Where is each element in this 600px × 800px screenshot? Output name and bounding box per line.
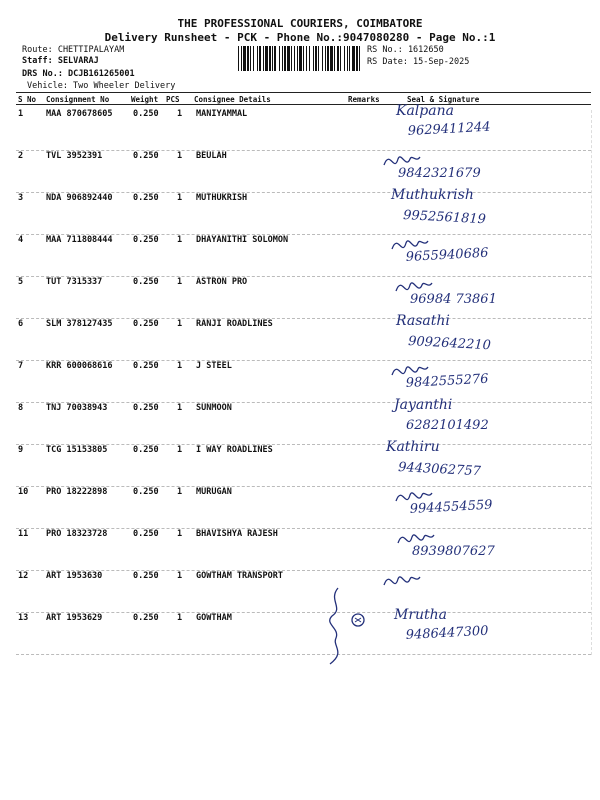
row-separator xyxy=(16,654,591,655)
row-consignee: DHAYANITHI SOLOMON xyxy=(196,235,289,245)
row-sno: 8 xyxy=(18,403,24,413)
barcode-bar xyxy=(253,46,254,71)
barcode-bar xyxy=(284,46,286,71)
drs-number: DRS No.: DCJB161265001 xyxy=(22,69,135,79)
barcode-bar xyxy=(282,46,283,71)
barcode-bar xyxy=(250,46,251,71)
barcode-bar xyxy=(243,46,246,71)
row-sno: 4 xyxy=(18,235,24,245)
col-consignee: Consignee Details xyxy=(194,95,271,104)
row-consignee: SUNMOON xyxy=(196,403,232,413)
row-sno: 3 xyxy=(18,193,24,203)
signature-phone: 9629411244 xyxy=(407,119,491,139)
row-sno: 11 xyxy=(18,529,29,539)
row-weight: 0.250 xyxy=(133,235,159,245)
row-sno: 6 xyxy=(18,319,24,329)
signature-phone: 6282101492 xyxy=(406,418,489,433)
barcode-bar xyxy=(344,46,345,71)
barcode xyxy=(237,46,363,71)
row-sno: 13 xyxy=(18,613,29,623)
row-consignee: J STEEL xyxy=(196,361,232,371)
barcode-bar xyxy=(340,46,341,71)
row-consignment-number: MAA 711808444 xyxy=(46,235,113,245)
barcode-bar xyxy=(337,46,339,71)
rs-date: RS Date: 15-Sep-2025 xyxy=(367,57,470,67)
signature-name: Jayanthi xyxy=(394,397,453,413)
signature-scribble xyxy=(398,535,434,543)
signature-name: Mrutha xyxy=(394,607,448,623)
signature-scribble xyxy=(392,367,428,375)
col-weight: Weight xyxy=(131,95,159,104)
row-weight: 0.250 xyxy=(133,571,159,581)
barcode-bar xyxy=(299,46,302,71)
row-consignment-number: TNJ 70038943 xyxy=(46,403,108,413)
route-label: Route: CHETTIPALAYAM xyxy=(22,45,125,55)
row-weight: 0.250 xyxy=(133,193,159,203)
barcode-bar xyxy=(247,46,249,71)
signature-phone: 9842555276 xyxy=(405,371,489,391)
barcode-bar xyxy=(327,46,329,71)
signature-phone: 9842321679 xyxy=(398,166,481,181)
barcode-bar xyxy=(322,46,323,71)
signature-name: Kalpana xyxy=(396,103,454,119)
row-consignee: MURUGAN xyxy=(196,487,232,497)
row-pcs: 1 xyxy=(177,613,183,623)
row-weight: 0.250 xyxy=(133,361,159,371)
col-seal: Seal & Signature xyxy=(407,95,480,104)
rs-number: RS No.: 1612650 xyxy=(367,45,444,55)
barcode-bar xyxy=(313,46,314,71)
signature-phone: 96984 73861 xyxy=(410,292,497,307)
col-consignment: Consignment No xyxy=(46,95,110,104)
signature-scribble xyxy=(396,493,432,501)
barcode-bar xyxy=(259,46,261,71)
row-weight: 0.250 xyxy=(133,319,159,329)
barcode-bar xyxy=(352,46,355,71)
row-pcs: 1 xyxy=(177,571,183,581)
barcode-bar xyxy=(359,46,360,71)
barcode-bar xyxy=(287,46,290,71)
barcode-bar xyxy=(347,46,348,71)
barcode-bar xyxy=(349,46,350,71)
barcode-bar xyxy=(325,46,326,71)
row-pcs: 1 xyxy=(177,319,183,329)
signature-phone: 8939807627 xyxy=(412,544,495,559)
signature-phone: 9944554559 xyxy=(409,497,493,517)
barcode-bar xyxy=(294,46,295,71)
barcode-bar xyxy=(303,46,304,71)
row-pcs: 1 xyxy=(177,277,183,287)
barcode-bar xyxy=(309,46,310,71)
col-sno: S No xyxy=(18,95,37,104)
company-title: THE PROFESSIONAL COURIERS, COIMBATORE xyxy=(177,17,423,30)
row-pcs: 1 xyxy=(177,193,183,203)
row-consignee: BEULAH xyxy=(196,151,227,161)
row-pcs: 1 xyxy=(177,445,183,455)
signature-name: Kathiru xyxy=(386,439,440,455)
row-pcs: 1 xyxy=(177,361,183,371)
signature-name: Rasathi xyxy=(396,313,450,329)
row-weight: 0.250 xyxy=(133,445,159,455)
barcode-bar xyxy=(291,46,292,71)
row-sno: 12 xyxy=(18,571,29,581)
row-consignment-number: KRR 600068616 xyxy=(46,361,113,371)
row-weight: 0.250 xyxy=(133,109,159,119)
barcode-bar xyxy=(306,46,307,71)
row-consignment-number: TVL 3952391 xyxy=(46,151,103,161)
row-weight: 0.250 xyxy=(133,613,159,623)
row-consignment-number: TUT 7315337 xyxy=(46,277,103,287)
barcode-bar xyxy=(274,46,276,71)
row-pcs: 1 xyxy=(177,403,183,413)
barcode-bar xyxy=(279,46,280,71)
row-sno: 10 xyxy=(18,487,29,497)
row-pcs: 1 xyxy=(177,529,183,539)
signature-scribble xyxy=(384,577,420,585)
barcode-bar xyxy=(297,46,298,71)
barcode-bar xyxy=(330,46,333,71)
row-sno: 2 xyxy=(18,151,24,161)
row-consignee: ASTRON PRO xyxy=(196,277,248,287)
row-weight: 0.250 xyxy=(133,277,159,287)
col-remarks: Remarks xyxy=(348,95,380,104)
row-weight: 0.250 xyxy=(133,487,159,497)
row-consignment-number: ART 1953630 xyxy=(46,571,103,581)
col-pcs: PCS xyxy=(166,95,180,104)
runsheet-subtitle: Delivery Runsheet - PCK - Phone No.:9047080280 - Page No.:1 xyxy=(104,31,496,44)
row-consignee: GOWTHAM xyxy=(196,613,232,623)
row-pcs: 1 xyxy=(177,235,183,245)
row-consignee: MANIYAMMAL xyxy=(196,109,248,119)
signature-name: Muthukrish xyxy=(391,187,474,203)
signature-phone: 9486447300 xyxy=(405,623,489,643)
row-weight: 0.250 xyxy=(133,403,159,413)
row-consignment-number: NDA 906892440 xyxy=(46,193,113,203)
barcode-bar xyxy=(257,46,258,71)
row-sno: 7 xyxy=(18,361,24,371)
row-pcs: 1 xyxy=(177,151,183,161)
barcode-bar xyxy=(263,46,264,71)
barcode-bar xyxy=(272,46,273,71)
barcode-bar xyxy=(334,46,335,71)
barcode-bar xyxy=(241,46,242,71)
row-sno: 5 xyxy=(18,277,24,287)
row-weight: 0.250 xyxy=(133,151,159,161)
barcode-bar xyxy=(238,46,239,71)
row-consignment-number: PRO 18222898 xyxy=(46,487,108,497)
barcode-bar xyxy=(269,46,271,71)
staff-label: Staff: SELVARAJ xyxy=(22,56,99,66)
row-consignment-number: SLM 378127435 xyxy=(46,319,113,329)
row-consignee: RANJI ROADLINES xyxy=(196,319,273,329)
row-consignee: MUTHUKRISH xyxy=(196,193,248,203)
delivery-mark xyxy=(320,580,380,670)
row-pcs: 1 xyxy=(177,109,183,119)
signature-phone: 9952561819 xyxy=(402,208,487,228)
row-consignment-number: PRO 18323728 xyxy=(46,529,108,539)
barcode-bar xyxy=(315,46,317,71)
signature-scribble xyxy=(384,157,420,165)
barcode-bar xyxy=(318,46,319,71)
row-consignee: BHAVISHYA RAJESH xyxy=(196,529,278,539)
row-consignment-number: TCG 15153805 xyxy=(46,445,108,455)
signature-phone: 9092642210 xyxy=(407,334,492,354)
signature-phone: 9655940686 xyxy=(405,245,489,265)
header-rule-top xyxy=(16,92,591,93)
signature-scribble xyxy=(392,241,428,249)
row-consignment-number: ART 1953629 xyxy=(46,613,103,623)
row-sno: 9 xyxy=(18,445,24,455)
signature-phone: 9443062757 xyxy=(397,460,482,480)
vehicle-label: Vehicle: Two Wheeler Delivery xyxy=(27,81,176,91)
row-consignee: I WAY ROADLINES xyxy=(196,445,273,455)
row-signature xyxy=(380,603,530,659)
signature-scribble xyxy=(396,283,432,291)
row-consignment-number: MAA 870678605 xyxy=(46,109,113,119)
row-pcs: 1 xyxy=(177,487,183,497)
row-consignee: GOWTHAM TRANSPORT xyxy=(196,571,283,581)
barcode-bar xyxy=(356,46,358,71)
row-weight: 0.250 xyxy=(133,529,159,539)
table-row xyxy=(0,607,600,655)
row-sno: 1 xyxy=(18,109,24,119)
barcode-bar xyxy=(265,46,268,71)
